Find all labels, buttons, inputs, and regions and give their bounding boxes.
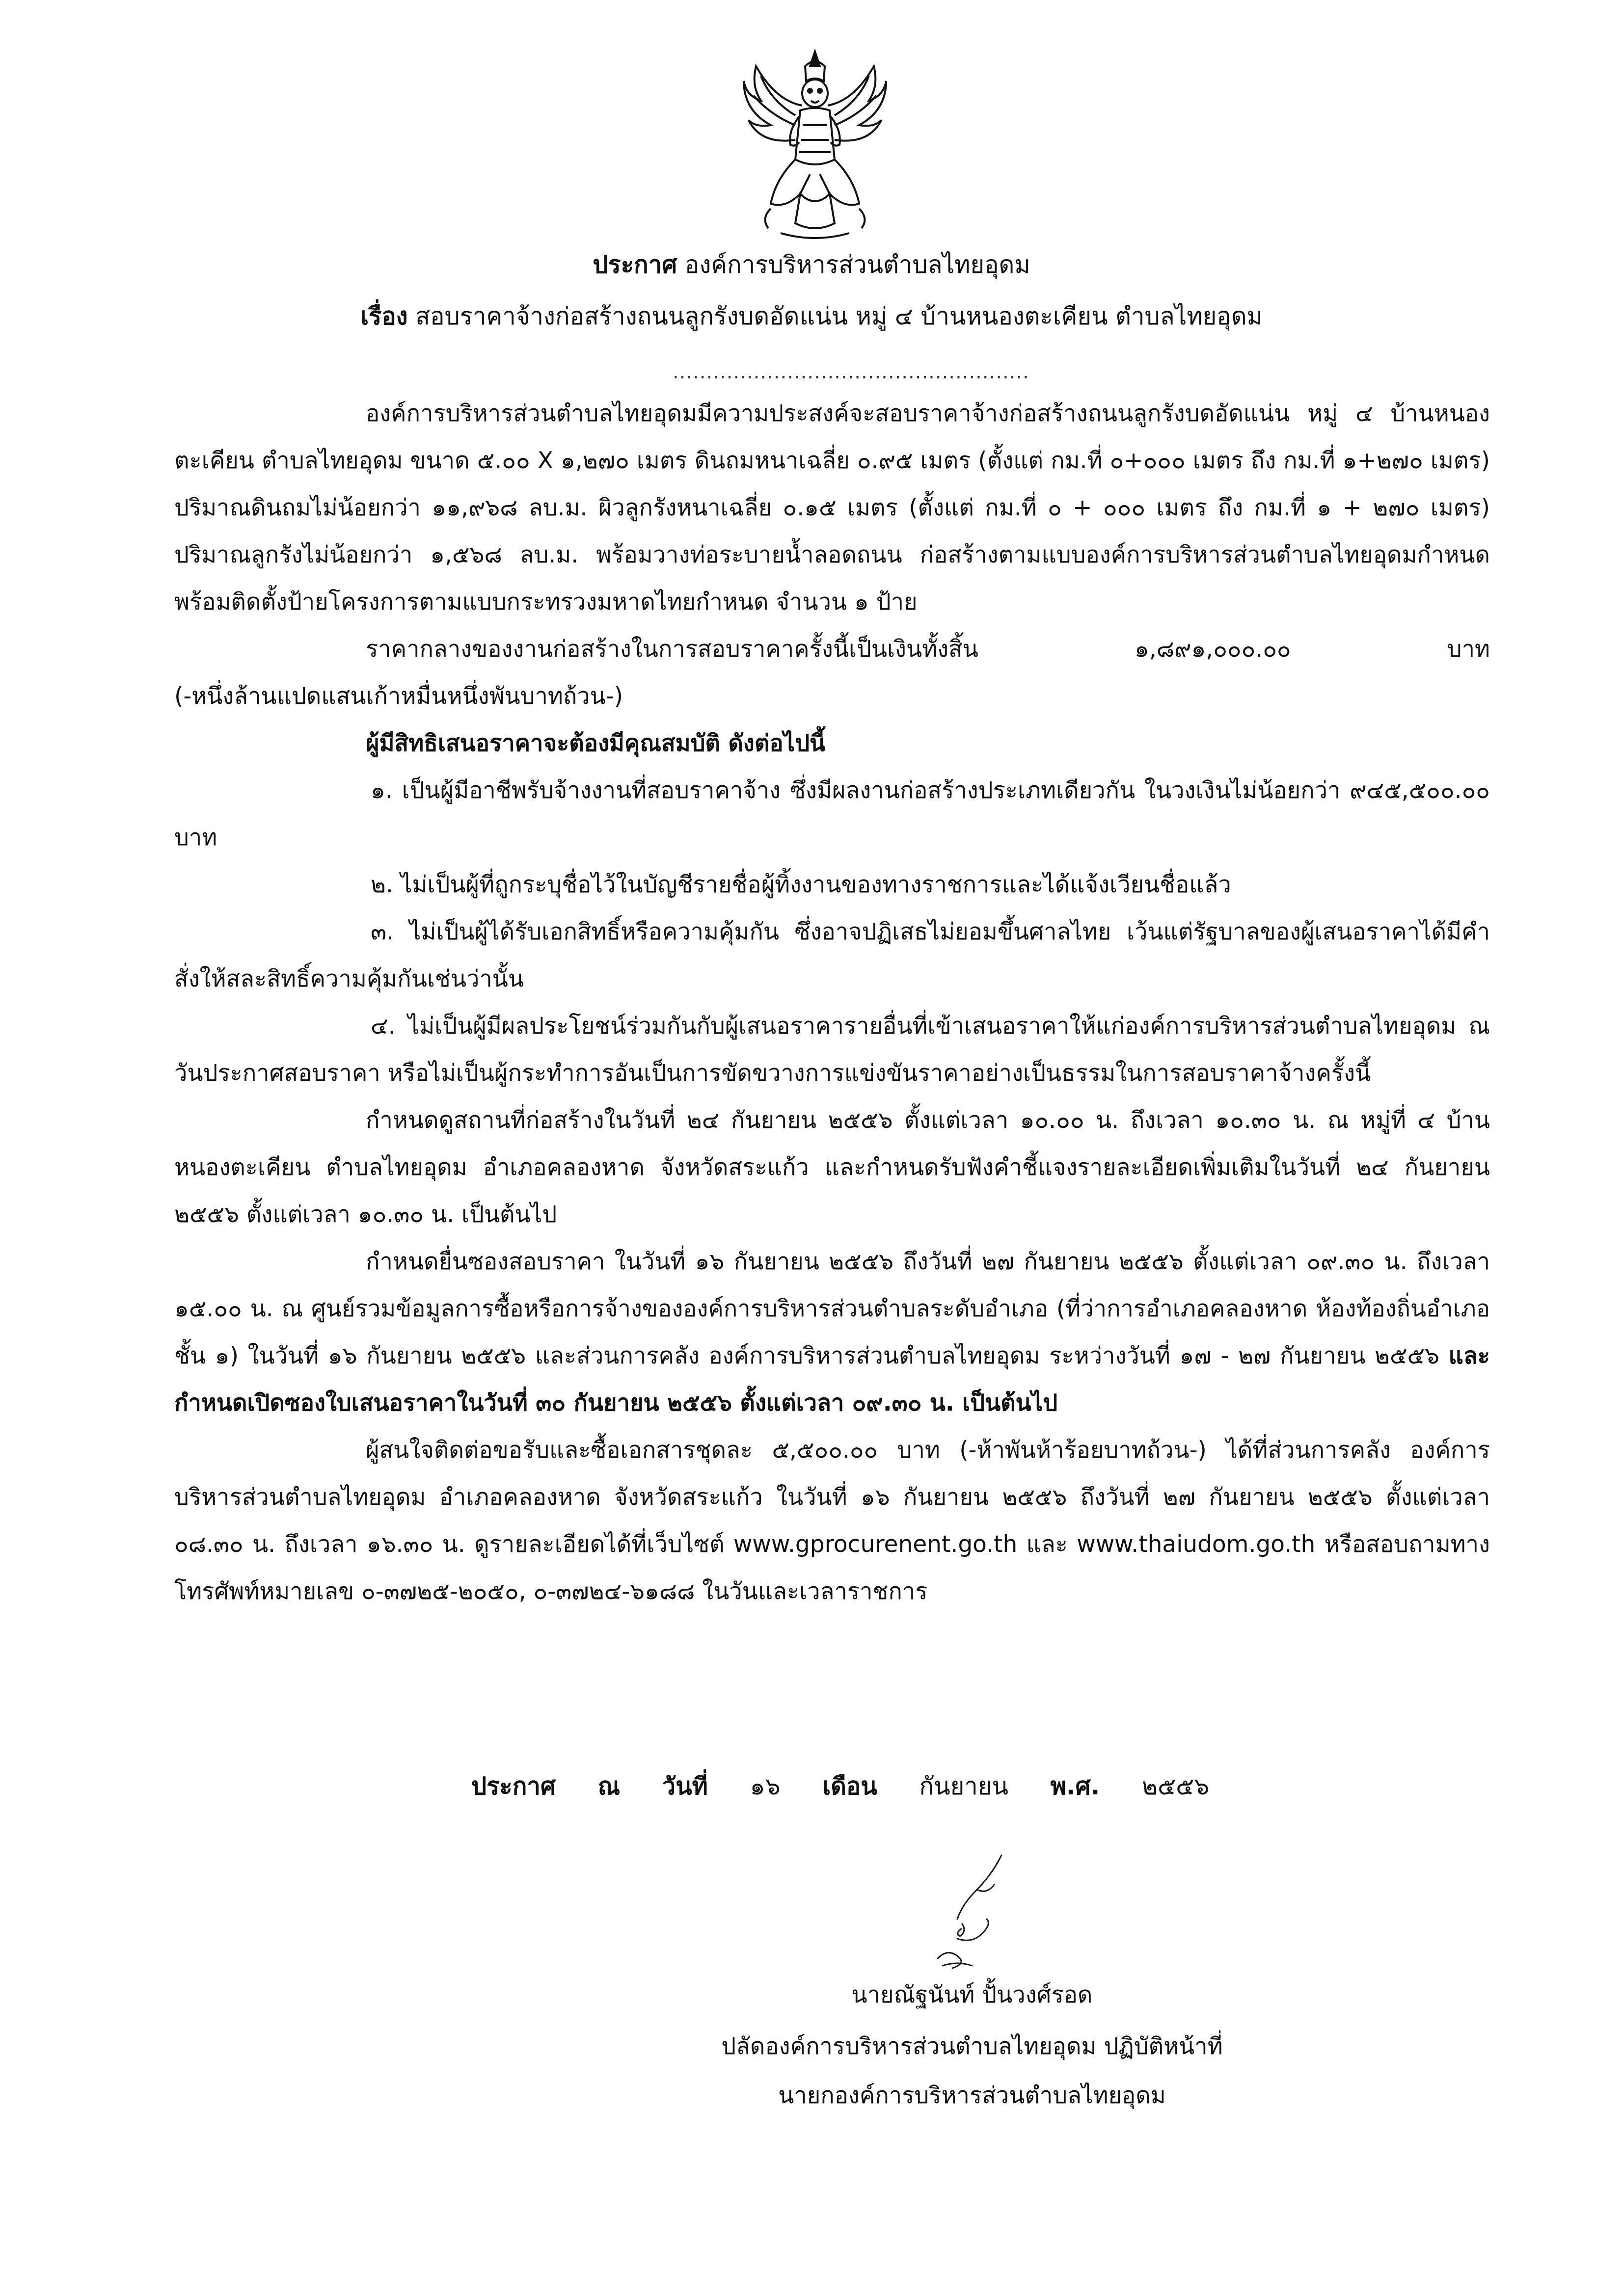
qualification-2: ๒. ไม่เป็นผู้ที่ถูกระบุชื่อไว้ในบัญชีรายชื่อผู้ทิ้งงานของทางราชการและได้แจ้งเวียนชื่อแล้ว [371, 871, 1231, 898]
date-day-label: วันที่ [662, 1772, 708, 1800]
date-at-label: ณ [597, 1772, 621, 1800]
subject-label: เรื่อง [360, 302, 408, 330]
paragraph-project: องค์การบริหารส่วนตำบลไทยอุดมมีความประสงค์จะสอบราคาจ้างก่อสร้างถนนลูกรังบดอัดแน่น หมู่ ๔ บ้านหนองตะเคียน ตำบลไทยอุดม ขนาด ๕.๐๐ X ๑,๒๗๐ เมตร ดินถมหนาเฉลี่ย ๐.๙๕ เมตร (ตั้งแต่ กม.ที่ ๐+๐๐๐ เมตร ถึง กม.ที่ ๑+๒๗๐ เมตร) ปริมาณดินถมไม่น้อยกว่า ๑๑,๙๖๘ ลบ.ม. ผิวลูกรังหนาเฉลี่ย ๐.๑๕ เมตร (ตั้งแต่ กม.ที่ ๐ + ๐๐๐ เมตร ถึง กม.ที่ ๑ + ๒๗๐ เมตร) ปริมาณลูกรังไม่น้อยกว่า ๑,๕๖๘ ลบ.ม. พร้อมวางท่อระบายน้ำลอดถนน ก่อสร้างตามแบบองค์การบริหารส่วนตำบลไทยอุดมกำหนด พร้อมติดตั้งป้ายโครงการตามแบบกระทรวงมหาดไทยกำหนด จำนวน ๑ ป้าย [174, 400, 1490, 615]
dotted-separator: ..................................................... [673, 361, 1029, 383]
announcement-date-line [471, 1767, 1244, 1805]
qualification-heading: ผู้มีสิทธิเสนอราคาจะต้องมีคุณสมบัติ ดังต่อไปนี้ [366, 730, 826, 757]
handwritten-signature [908, 1845, 1055, 1978]
submission-paragraph [174, 1238, 1490, 1427]
date-day: ๑๖ [750, 1772, 781, 1800]
signer-name: นายณัฐนันท์ ปั้นวงศ์รอด [851, 1981, 1093, 2008]
site-visit-paragraph: กำหนดดูสถานที่ก่อสร้างในวันที่ ๒๔ กันยายน ๒๕๕๖ ตั้งแต่เวลา ๑๐.๐๐ น. ถึงเวลา ๑๐.๓๐ น. ณ หมู่ที่ ๔ บ้านหนองตะเคียน ตำบลไทยอุดม อำเภอคลองหาด จังหวัดสระแก้ว และกำหนดรับฟังคำชี้แจงรายละเอียดเพิ่มเติมในวันที่ ๒๔ กันยายน ๒๕๕๖ ตั้งแต่เวลา ๑๐.๓๐ น. เป็นต้นไป [174, 1107, 1490, 1228]
date-month-label: เดือน [822, 1772, 877, 1800]
qualification-4: ๔. ไม่เป็นผู้มีผลประโยชน์ร่วมกันกับผู้เสนอราคารายอื่นที่เข้าเสนอราคาให้แก่องค์การบริหารส่วนตำบลไทยอุดม ณ วันประกาศสอบราคา หรือไม่เป็นผู้กระทำการอันเป็นการขัดขวางการแข่งขันราคาอย่างเป็นธรรมในการสอบราคาจ้างครั้งนี้ [174, 1013, 1490, 1087]
date-announce-label: ประกาศ [471, 1772, 556, 1800]
announcement-title [0, 250, 1623, 280]
submission-bold: และกำหนดเปิดซองใบเสนอราคาในวันที่ ๓๐ กันยายน ๒๕๕๖ ตั้งแต่เวลา ๐๙.๓๐ น. เป็นต้นไป [174, 1342, 1490, 1416]
announcement-body [174, 390, 1490, 1615]
announce-org: องค์การบริหารส่วนตำบลไทยอุดม [684, 251, 1030, 279]
median-price-words: (-หนึ่งล้านแปดแสนเก้าหมื่นหนึ่งพันบาทถ้วน-) [174, 683, 623, 710]
announce-label: ประกาศ [593, 251, 677, 279]
median-price-line [174, 626, 1490, 673]
signer-position-2: นายกองค์การบริหารส่วนตำบลไทยอุดม [778, 2082, 1166, 2109]
contact-paragraph: ผู้สนใจติดต่อขอรับและซื้อเอกสารชุดละ ๕,๕๐๐.๐๐ บาท (-ห้าพันห้าร้อยบาทถ้วน-) ได้ที่ส่วนการคลัง องค์การบริหารส่วนตำบลไทยอุดม อำเภอคลองหาด จังหวัดสระแก้ว ในวันที่ ๑๖ กันยายน ๒๕๕๖ ถึงวันที่ ๒๗ กันยายน ๒๕๕๖ ตั้งแต่เวลา ๐๘.๓๐ น. ถึงเวลา ๑๖.๓๐ น. ดูรายละเอียดได้ที่เว็บไซต์ www.gprocurenent.go.th และ www.thaiudom.go.th หรือสอบถามทางโทรศัพท์หมายเลข ๐-๓๗๒๕-๒๐๕๐, ๐-๓๗๒๔-๖๑๘๘ ในวันและเวลาราชการ [174, 1437, 1490, 1605]
date-year-label: พ.ศ. [1050, 1772, 1100, 1800]
date-year: ๒๕๕๖ [1141, 1772, 1210, 1800]
subject-line [0, 302, 1623, 331]
subject-text: สอบราคาจ้างก่อสร้างถนนลูกรังบดอัดแน่น หมู่ ๔ บ้านหนองตะเคียน ตำบลไทยอุดม [415, 302, 1263, 330]
median-price-unit: บาท [1447, 636, 1490, 663]
signer-position-1: ปลัดองค์การบริหารส่วนตำบลไทยอุดม ปฏิบัติหน้าที่ [721, 2033, 1223, 2060]
submission-text: กำหนดยื่นซองสอบราคา ในวันที่ ๑๖ กันยายน ๒๕๕๖ ถึงวันที่ ๒๗ กันยายน ๒๕๕๖ ตั้งแต่เวลา ๐๙.๓๐ น. ถึงเวลา ๑๕.๐๐ น. ณ ศูนย์รวมข้อมูลการซื้อหรือการจ้างขององค์การบริหารส่วนตำบลระดับอำเภอ (ที่ว่าการอำเภอคลองหาด ห้องท้องถิ่นอำเภอ ชั้น ๑) ในวันที่ ๑๖ กันยายน ๒๕๕๖ และส่วนการคลัง องค์การบริหารส่วนตำบลไทยอุดม ระหว่างวันที่ ๑๗ - ๒๗ กันยายน ๒๕๕๖ [174, 1248, 1490, 1369]
median-price-label: ราคากลางของงานก่อสร้างในการสอบราคาครั้งนี้เป็นเงินทั้งสิ้น [366, 636, 978, 663]
date-month: กันยายน [919, 1772, 1009, 1800]
garuda-emblem-icon [741, 47, 889, 248]
median-price-amount: ๑,๘๙๑,๐๐๐.๐๐ [1135, 636, 1291, 663]
qualification-3: ๓. ไม่เป็นผู้ได้รับเอกสิทธิ์หรือความคุ้มกัน ซึ่งอาจปฏิเสธไม่ยอมขึ้นศาลไทย เว้นแต่รัฐบาลของผู้เสนอราคาได้มีคำสั่งให้สละสิทธิ์ความคุ้มกันเช่นว่านั้น [174, 918, 1490, 992]
qualification-1: ๑. เป็นผู้มีอาชีพรับจ้างงานที่สอบราคาจ้าง ซึ่งมีผลงานก่อสร้างประเภทเดียวกัน ในวงเงินไม่น้อยกว่า ๙๔๕,๕๐๐.๐๐ บาท [174, 777, 1490, 851]
